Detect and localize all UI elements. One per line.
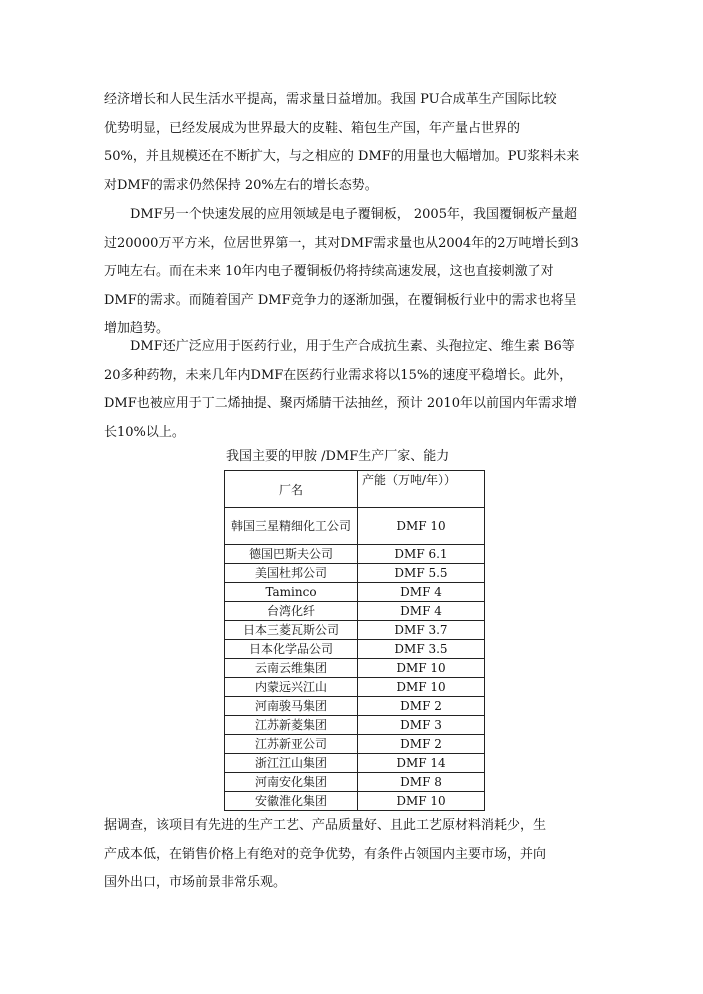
cell-capacity: DMF 10 <box>358 678 485 697</box>
cell-capacity: DMF 10 <box>358 659 485 678</box>
cell-name: Taminco <box>225 583 358 602</box>
cell-name: 云南云维集团 <box>225 659 358 678</box>
text-line: 国外出口，市场前景非常乐观。 <box>104 875 287 891</box>
header-capacity: 产能（万吨/年）） <box>358 471 485 508</box>
cell-name: 内蒙远兴江山 <box>225 678 358 697</box>
table-row <box>225 602 485 621</box>
text-line: 50%，并且规模还在不断扩大，与之相应的 DMF的用量也大幅增加。PU浆料未来 <box>104 149 580 165</box>
text-line: 据调查，该项目有先进的生产工艺、产品质量好、且此工艺原材料消耗少，生 <box>104 818 547 833</box>
cell-capacity: DMF 3 <box>358 716 485 735</box>
producers-table <box>224 470 485 811</box>
text-line: 长10%以上。 <box>104 424 185 440</box>
text-line: DMF也被应用于丁二烯抽提、聚丙烯腈干法抽丝，预计 2010年以前国内年需求增 <box>104 396 577 412</box>
cell-capacity: DMF 3.5 <box>358 640 485 659</box>
cell-capacity: DMF 6.1 <box>358 545 485 564</box>
table-row <box>225 545 485 564</box>
table-row <box>225 508 485 545</box>
text-line: 增加趋势。 <box>104 321 170 337</box>
table-row <box>225 659 485 678</box>
text-line: 对DMF的需求仍然保持 20%左右的增长态势。 <box>104 177 378 193</box>
table-row <box>225 735 485 754</box>
table-row <box>225 792 485 811</box>
cell-capacity: DMF 14 <box>358 754 485 773</box>
cell-capacity: DMF 2 <box>358 735 485 754</box>
text-line: DMF还广泛应用于医药行业，用于生产合成抗生素、头孢拉定、维生素 B6等 <box>130 339 575 354</box>
paragraph-pharma <box>104 333 600 447</box>
paragraph-copper-clad <box>104 201 600 344</box>
cell-name: 江苏新亚公司 <box>225 735 358 754</box>
cell-name: 日本化学品公司 <box>225 640 358 659</box>
table-row <box>225 583 485 602</box>
cell-capacity: DMF 10 <box>358 508 485 545</box>
cell-name: 台湾化纤 <box>225 602 358 621</box>
cell-name: 德国巴斯夫公司 <box>225 545 358 564</box>
cell-capacity: DMF 8 <box>358 773 485 792</box>
cell-name: 浙江江山集团 <box>225 754 358 773</box>
text-line: 过20000万平方米，位居世界第一，其对DMF需求量也从2004年的2万吨增长到3 <box>104 235 579 251</box>
text-line: 优势明显，已经发展成为世界最大的皮鞋、箱包生产国，年产量占世界的 <box>104 120 521 136</box>
cell-name: 河南骏马集团 <box>225 697 358 716</box>
header-name: 厂名 <box>225 471 358 508</box>
cell-name: 河南安化集团 <box>225 773 358 792</box>
table-row <box>225 754 485 773</box>
table-header-row <box>225 471 485 508</box>
table-row <box>225 640 485 659</box>
table-row <box>225 716 485 735</box>
cell-capacity: DMF 4 <box>358 602 485 621</box>
text-line: 20多种药物，未来几年内DMF在医药行业需求将以15%的速度平稳增长。此外， <box>104 367 573 383</box>
text-line: DMF的需求。而随着国产 DMF竞争力的逐渐加强，在覆铜板行业中的需求也将呈 <box>104 292 577 308</box>
cell-name: 韩国三星精细化工公司 <box>225 508 358 545</box>
table-row <box>225 621 485 640</box>
cell-capacity: DMF 2 <box>358 697 485 716</box>
table-row <box>225 773 485 792</box>
cell-capacity: DMF 4 <box>358 583 485 602</box>
cell-name: 日本三菱瓦斯公司 <box>225 621 358 640</box>
text-line: 产成本低，在销售价格上有绝对的竞争优势，有条件占领国内主要市场，并向 <box>104 846 547 862</box>
text-line: DMF另一个快速发展的应用领域是电子覆铜板， 2005年，我国覆铜板产量超 <box>130 207 577 222</box>
table-row <box>225 678 485 697</box>
cell-capacity: DMF 5.5 <box>358 564 485 583</box>
cell-capacity: DMF 3.7 <box>358 621 485 640</box>
cell-name: 江苏新菱集团 <box>225 716 358 735</box>
cell-name: 安徽淮化集团 <box>225 792 358 811</box>
table-row <box>225 564 485 583</box>
text-line: 万吨左右。而在未来 10年内电子覆铜板仍将持续高速发展，这也直接刺激了对 <box>104 264 554 280</box>
cell-capacity: DMF 10 <box>358 792 485 811</box>
text-line: 经济增长和人民生活水平提高，需求量日益增加。我国 PU合成革生产国际比较 <box>104 92 557 107</box>
table-caption: 我国主要的甲胺 /DMF生产厂家、能力 <box>226 449 450 464</box>
paragraph-market-outlook <box>104 812 600 898</box>
table-row <box>225 697 485 716</box>
paragraph-pu-demand <box>104 86 600 200</box>
cell-name: 美国杜邦公司 <box>225 564 358 583</box>
